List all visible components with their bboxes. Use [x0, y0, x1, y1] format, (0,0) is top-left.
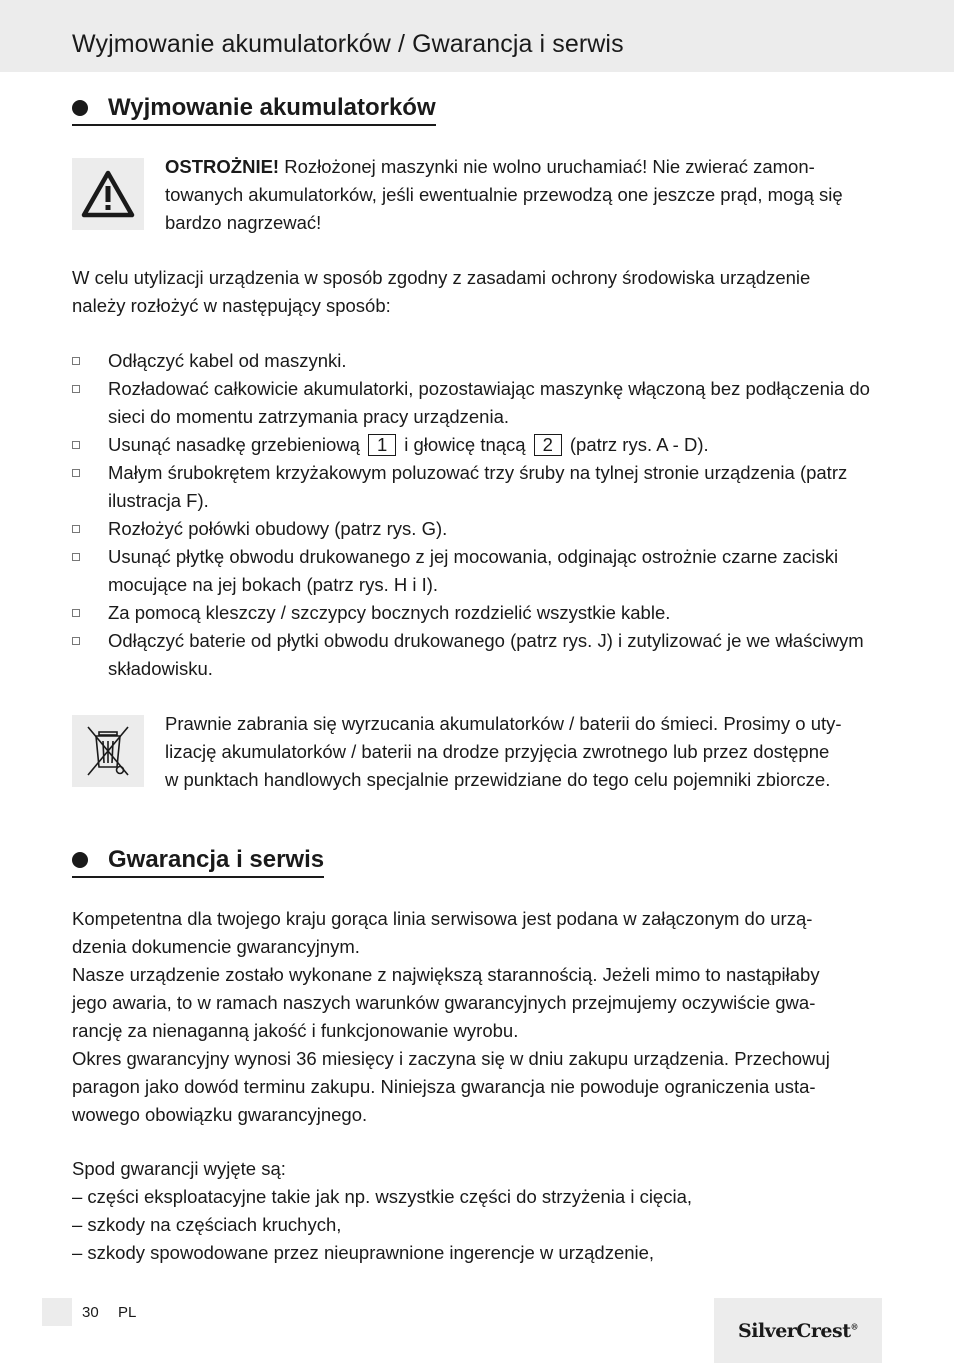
warranty-line: paragon jako dowód terminu zakupu. Niniejsza gwarancja nie powoduje ograniczenia usta- [72, 1076, 816, 1097]
checkbox-square-icon [72, 357, 80, 365]
part-reference-badge: 2 [534, 434, 562, 456]
part-reference-badge: 1 [368, 434, 396, 456]
exclusions-text [72, 1155, 892, 1267]
list-item [72, 543, 884, 599]
intro-line: należy rozłożyć w następujący sposób: [72, 295, 391, 316]
heading-bullet [72, 852, 88, 868]
exclusion-item: – szkody na częściach kruchych, [72, 1214, 342, 1235]
warranty-line: Okres gwarancyjny wynosi 36 miesięcy i zaczyna się w dniu zakupu urządzenia. Przechowuj [72, 1048, 830, 1069]
disposal-line: w punktach handlowych specjalnie przewidziane do tego celu pojemniki zbiorcze. [165, 769, 831, 790]
warning-line: bardzo nagrzewać! [165, 212, 322, 233]
list-item [72, 347, 884, 375]
exclusion-item: – części eksploatacyjne takie jak np. wszystkie części do strzyżenia i cięcia, [72, 1186, 693, 1207]
step-text: Odłączyć baterie od płytki obwodu drukowanego (patrz rys. J) i zutylizować je we właściwym składowisku. [108, 630, 864, 679]
brand-logo [738, 1320, 858, 1342]
list-item [72, 375, 884, 431]
warning-line: Rozłożonej maszynki nie wolno uruchamiać! Nie zwierać zamon- [284, 156, 815, 177]
page-title: Wyjmowanie akumulatorków / Gwarancja i serwis [72, 30, 624, 58]
disposal-line: Prawnie zabrania się wyrzucania akumulatorków / baterii do śmieci. Prosimy o uty- [165, 713, 842, 734]
heading-bullet [72, 100, 88, 116]
checkbox-square-icon [72, 469, 80, 477]
checkbox-square-icon [72, 525, 80, 533]
warning-text [165, 153, 895, 237]
section-title: Wyjmowanie akumulatorków [108, 94, 436, 121]
section-title: Gwarancja i serwis [108, 846, 325, 873]
exclusions-intro: Spod gwarancji wyjęte są: [72, 1158, 286, 1179]
step-text: i głowicę tnącą [404, 434, 526, 455]
warranty-line: Kompetentna dla twojego kraju gorąca linia serwisowa jest podana w załączonym do urzą- [72, 908, 813, 929]
warranty-line: Nasze urządzenie zostało wykonane z największą starannością. Jeżeli mimo to nastąpiłaby [72, 964, 820, 985]
disposal-line: lizację akumulatorków / baterii na drodze przyjęcia zwrotnego lub przez dostępne [165, 741, 830, 762]
disassembly-steps-list [72, 347, 884, 683]
step-text: Odłączyć kabel od maszynki. [108, 350, 347, 371]
exclusion-item: – szkody spowodowane przez nieuprawnione ingerencje w urządzenie, [72, 1242, 655, 1263]
brand-logo-box [714, 1298, 882, 1363]
step-text: Małym śrubokrętem krzyżakowym poluzować trzy śruby na tylnej stronie urządzenia (patrz ilustracja F). [108, 462, 848, 511]
disposal-text [165, 710, 895, 794]
crossed-out-bin-icon [82, 723, 134, 779]
warranty-line: rancję za nienaganną jakość i funkcjonowanie wyrobu. [72, 1020, 519, 1041]
footer-marker [42, 1298, 72, 1326]
checkbox-square-icon [72, 553, 80, 561]
list-item [72, 459, 884, 515]
intro-text [72, 264, 892, 320]
intro-line: W celu utylizacji urządzenia w sposób zgodny z zasadami ochrony środowiska urządzenie [72, 267, 811, 288]
section-heading-battery-removal [72, 94, 436, 126]
warning-triangle-icon [81, 170, 135, 218]
step-text: Rozładować całkowicie akumulatorki, pozostawiając maszynkę włączoną bez podłączenia do sieci do momentu zatrzymania pracy urządzenia. [108, 378, 870, 427]
warranty-text [72, 905, 892, 1129]
warning-icon-box [72, 158, 144, 230]
list-item [72, 627, 884, 683]
warranty-line: wowego obowiązku gwarancyjnego. [72, 1104, 368, 1125]
checkbox-square-icon [72, 441, 80, 449]
registered-mark: ® [850, 1321, 858, 1332]
warning-label: OSTROŻNIE! [165, 156, 280, 177]
checkbox-square-icon [72, 637, 80, 645]
list-item [72, 515, 884, 543]
checkbox-square-icon [72, 609, 80, 617]
language-code: PL [118, 1304, 137, 1321]
section-heading-warranty [72, 846, 324, 878]
checkbox-square-icon [72, 385, 80, 393]
step-text: Za pomocą kleszczy / szczypcy bocznych rozdzielić wszystkie kable. [108, 602, 671, 623]
disposal-icon-box [72, 715, 144, 787]
warning-line: towanych akumulatorków, jeśli ewentualnie przewodzą one jeszcze prąd, mogą się [165, 184, 843, 205]
page-number: 30 [82, 1304, 99, 1321]
list-item [72, 599, 884, 627]
step-text: Rozłożyć połówki obudowy (patrz rys. G). [108, 518, 448, 539]
step-text: Usunąć płytkę obwodu drukowanego z jej mocowania, odginając ostrożnie czarne zaciski mocujące na jej bokach (patrz rys. H i I). [108, 546, 839, 595]
step-text: (patrz rys. A - D). [569, 434, 709, 455]
list-item [72, 431, 884, 459]
warranty-line: dzenia dokumencie gwarancyjnym. [72, 936, 360, 957]
brand-name: SilverCrest [738, 1319, 851, 1342]
step-text: Usunąć nasadkę grzebieniową [108, 434, 360, 455]
warranty-line: jego awaria, to w ramach naszych warunków gwarancyjnych przejmujemy oczywiście gwa- [72, 992, 816, 1013]
